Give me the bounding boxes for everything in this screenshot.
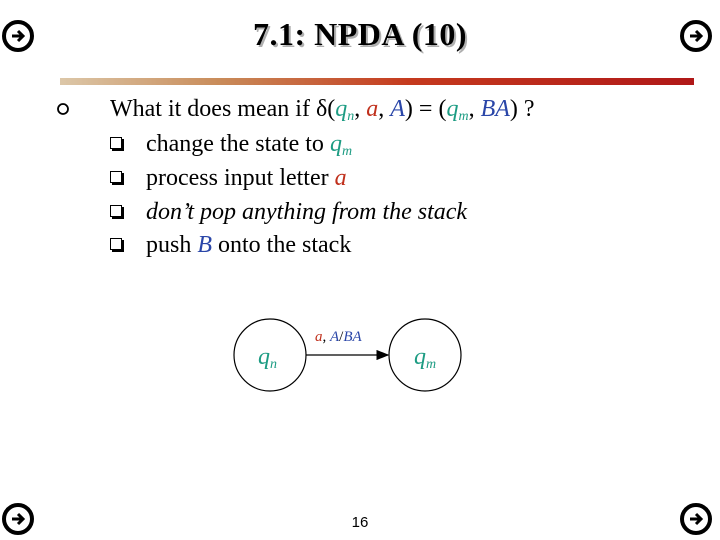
question-prefix: What it does mean if [110, 96, 316, 122]
equals: ) = ( [404, 96, 447, 122]
slide-title: 7.1: NPDA (10) [252, 16, 468, 52]
page-number: 16 [351, 514, 369, 531]
input-letter-a: a [334, 165, 347, 191]
state-qn: qn [335, 96, 355, 124]
sub-bullet-text: push [146, 232, 198, 258]
sub-bullet-text: onto the stack [212, 232, 352, 258]
sub-bullet-text: don’t pop anything from the stack [146, 199, 468, 225]
stack-symbol-A: A [390, 96, 405, 122]
paren-close: ) ? [509, 96, 535, 122]
comma: , [468, 96, 481, 122]
stack-symbol-B: B [197, 232, 213, 258]
transition-label: a, A/BA [315, 329, 362, 345]
sub-bullet-text: change the state to [146, 131, 330, 157]
state-qm: qm [329, 131, 353, 159]
comma: , [378, 96, 391, 122]
state-label-qm: qm [414, 344, 437, 372]
comma: , [354, 96, 367, 122]
sub-bullet-text: process input letter [146, 165, 335, 191]
input-letter-a: a [366, 96, 379, 122]
stack-push-BA: BA [480, 96, 510, 122]
state-circle-qn [234, 319, 306, 391]
paren-open: ( [327, 96, 336, 122]
delta-symbol: δ [315, 96, 328, 122]
state-qm: qm [446, 96, 469, 124]
state-label-qn: qn [258, 344, 277, 372]
